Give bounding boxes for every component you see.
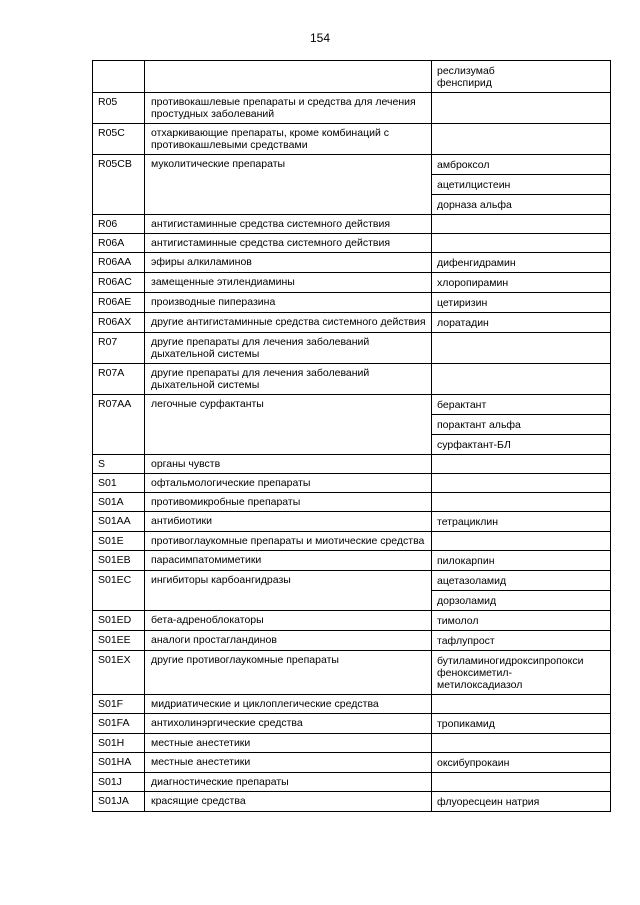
drug-name-cell: цетиризин: [432, 293, 611, 313]
drug-name-cell: дорзоламид: [432, 591, 611, 611]
table-row: [93, 395, 611, 415]
atc-code-cell: S01FA: [93, 714, 145, 734]
atc-group-name-cell: диагностические препараты: [145, 773, 432, 792]
atc-group-name-cell: другие препараты для лечения заболеваний дыхательной системы: [145, 364, 432, 395]
atc-group-name-cell: бета-адреноблокаторы: [145, 611, 432, 631]
table-row: [93, 455, 611, 474]
table-row: [93, 155, 611, 175]
drug-name-cell: ацетилцистеин: [432, 175, 611, 195]
atc-code-cell: S01F: [93, 695, 145, 714]
drug-name-cell: [432, 695, 611, 714]
atc-group-name-cell: другие антигистаминные средства системного действия: [145, 313, 432, 333]
atc-code-cell: R05C: [93, 124, 145, 155]
atc-code-cell: S01EC: [93, 571, 145, 611]
table-row: [93, 734, 611, 753]
table-row: [93, 253, 611, 273]
atc-group-name-cell: легочные сурфактанты: [145, 395, 432, 455]
table-row: [93, 571, 611, 591]
table-row: [93, 651, 611, 695]
atc-code-cell: S01EX: [93, 651, 145, 695]
atc-group-name-cell: [145, 61, 432, 93]
atc-code-cell: R06AE: [93, 293, 145, 313]
atc-code-cell: S01EB: [93, 551, 145, 571]
atc-code-cell: R05: [93, 93, 145, 124]
drug-name-cell: тафлупрост: [432, 631, 611, 651]
atc-code-cell: R07: [93, 333, 145, 364]
atc-code-cell: S01JA: [93, 792, 145, 812]
atc-group-name-cell: замещенные этилендиамины: [145, 273, 432, 293]
table-row: [93, 611, 611, 631]
drug-name-cell: лоратадин: [432, 313, 611, 333]
table-row: [93, 792, 611, 812]
table-row: [93, 234, 611, 253]
table-row: [93, 753, 611, 773]
table-row: [93, 313, 611, 333]
atc-group-name-cell: противомикробные препараты: [145, 493, 432, 512]
table-row: [93, 293, 611, 313]
atc-code-cell: R05CB: [93, 155, 145, 215]
atc-group-name-cell: отхаркивающие препараты, кроме комбинаций с противокашлевыми средствами: [145, 124, 432, 155]
atc-code-cell: S01AA: [93, 512, 145, 532]
drug-name-cell: дорназа альфа: [432, 195, 611, 215]
atc-code-cell: S01H: [93, 734, 145, 753]
drug-name-cell: [432, 455, 611, 474]
table-row: [93, 695, 611, 714]
table-row: [93, 551, 611, 571]
table-row: [93, 631, 611, 651]
drug-classification-table: [92, 60, 611, 812]
drug-name-cell: [432, 364, 611, 395]
drug-name-cell: реслизумаб фенспирид: [432, 61, 611, 93]
drug-name-cell: бутиламиногидроксипропокси феноксиметил- метилоксадиазол: [432, 651, 611, 695]
table-row: [93, 333, 611, 364]
atc-group-name-cell: парасимпатомиметики: [145, 551, 432, 571]
drug-name-cell: [432, 234, 611, 253]
atc-code-cell: S01A: [93, 493, 145, 512]
atc-group-name-cell: другие противоглаукомные препараты: [145, 651, 432, 695]
table-row: [93, 93, 611, 124]
drug-name-cell: хлоропирамин: [432, 273, 611, 293]
atc-group-name-cell: антибиотики: [145, 512, 432, 532]
drug-name-cell: сурфактант-БЛ: [432, 435, 611, 455]
drug-name-cell: [432, 773, 611, 792]
drug-name-cell: порактант альфа: [432, 415, 611, 435]
atc-group-name-cell: антигистаминные средства системного действия: [145, 234, 432, 253]
atc-group-name-cell: противоглаукомные препараты и миотические средства: [145, 532, 432, 551]
atc-group-name-cell: производные пиперазина: [145, 293, 432, 313]
atc-group-name-cell: местные анестетики: [145, 753, 432, 773]
drug-name-cell: пилокарпин: [432, 551, 611, 571]
atc-code-cell: R07A: [93, 364, 145, 395]
drug-name-cell: [432, 532, 611, 551]
drug-name-cell: тропикамид: [432, 714, 611, 734]
atc-group-name-cell: офтальмологические препараты: [145, 474, 432, 493]
table-row: [93, 61, 611, 93]
atc-code-cell: R06AA: [93, 253, 145, 273]
atc-group-name-cell: красящие средства: [145, 792, 432, 812]
drug-name-cell: берактант: [432, 395, 611, 415]
table-row: [93, 364, 611, 395]
table-row: [93, 714, 611, 734]
atc-code-cell: S01E: [93, 532, 145, 551]
drug-name-cell: ацетазоламид: [432, 571, 611, 591]
table-row: [93, 474, 611, 493]
atc-code-cell: S: [93, 455, 145, 474]
table-row: [93, 493, 611, 512]
table-row: [93, 273, 611, 293]
atc-code-cell: R07AA: [93, 395, 145, 455]
drug-name-cell: [432, 124, 611, 155]
atc-code-cell: S01HA: [93, 753, 145, 773]
atc-group-name-cell: аналоги простагландинов: [145, 631, 432, 651]
drug-name-cell: тимолол: [432, 611, 611, 631]
drug-name-cell: дифенгидрамин: [432, 253, 611, 273]
atc-group-name-cell: эфиры алкиламинов: [145, 253, 432, 273]
atc-code-cell: S01ED: [93, 611, 145, 631]
page-number: 154: [309, 31, 331, 45]
drug-name-cell: [432, 93, 611, 124]
drug-name-cell: [432, 734, 611, 753]
atc-code-cell: R06A: [93, 234, 145, 253]
drug-name-cell: амброксол: [432, 155, 611, 175]
drug-name-cell: [432, 474, 611, 493]
atc-group-name-cell: антихолинэргические средства: [145, 714, 432, 734]
table-row: [93, 773, 611, 792]
atc-code-cell: S01J: [93, 773, 145, 792]
table-row: [93, 215, 611, 234]
drug-name-cell: флуоресцеин натрия: [432, 792, 611, 812]
atc-group-name-cell: муколитические препараты: [145, 155, 432, 215]
atc-code-cell: S01: [93, 474, 145, 493]
atc-group-name-cell: другие препараты для лечения заболеваний дыхательной системы: [145, 333, 432, 364]
table-row: [93, 512, 611, 532]
atc-code-cell: S01EE: [93, 631, 145, 651]
atc-group-name-cell: органы чувств: [145, 455, 432, 474]
atc-group-name-cell: антигистаминные средства системного действия: [145, 215, 432, 234]
drug-name-cell: [432, 493, 611, 512]
atc-group-name-cell: мидриатические и циклоплегические средства: [145, 695, 432, 714]
drug-name-cell: тетрациклин: [432, 512, 611, 532]
table-body: [93, 61, 611, 812]
drug-name-cell: [432, 215, 611, 234]
atc-group-name-cell: местные анестетики: [145, 734, 432, 753]
atc-code-cell: R06: [93, 215, 145, 234]
atc-group-name-cell: противокашлевые препараты и средства для лечения простудных заболеваний: [145, 93, 432, 124]
table-row: [93, 532, 611, 551]
atc-code-cell: [93, 61, 145, 93]
atc-code-cell: R06AX: [93, 313, 145, 333]
drug-name-cell: оксибупрокаин: [432, 753, 611, 773]
table-row: [93, 124, 611, 155]
drug-name-cell: [432, 333, 611, 364]
atc-code-cell: R06AC: [93, 273, 145, 293]
atc-group-name-cell: ингибиторы карбоангидразы: [145, 571, 432, 611]
